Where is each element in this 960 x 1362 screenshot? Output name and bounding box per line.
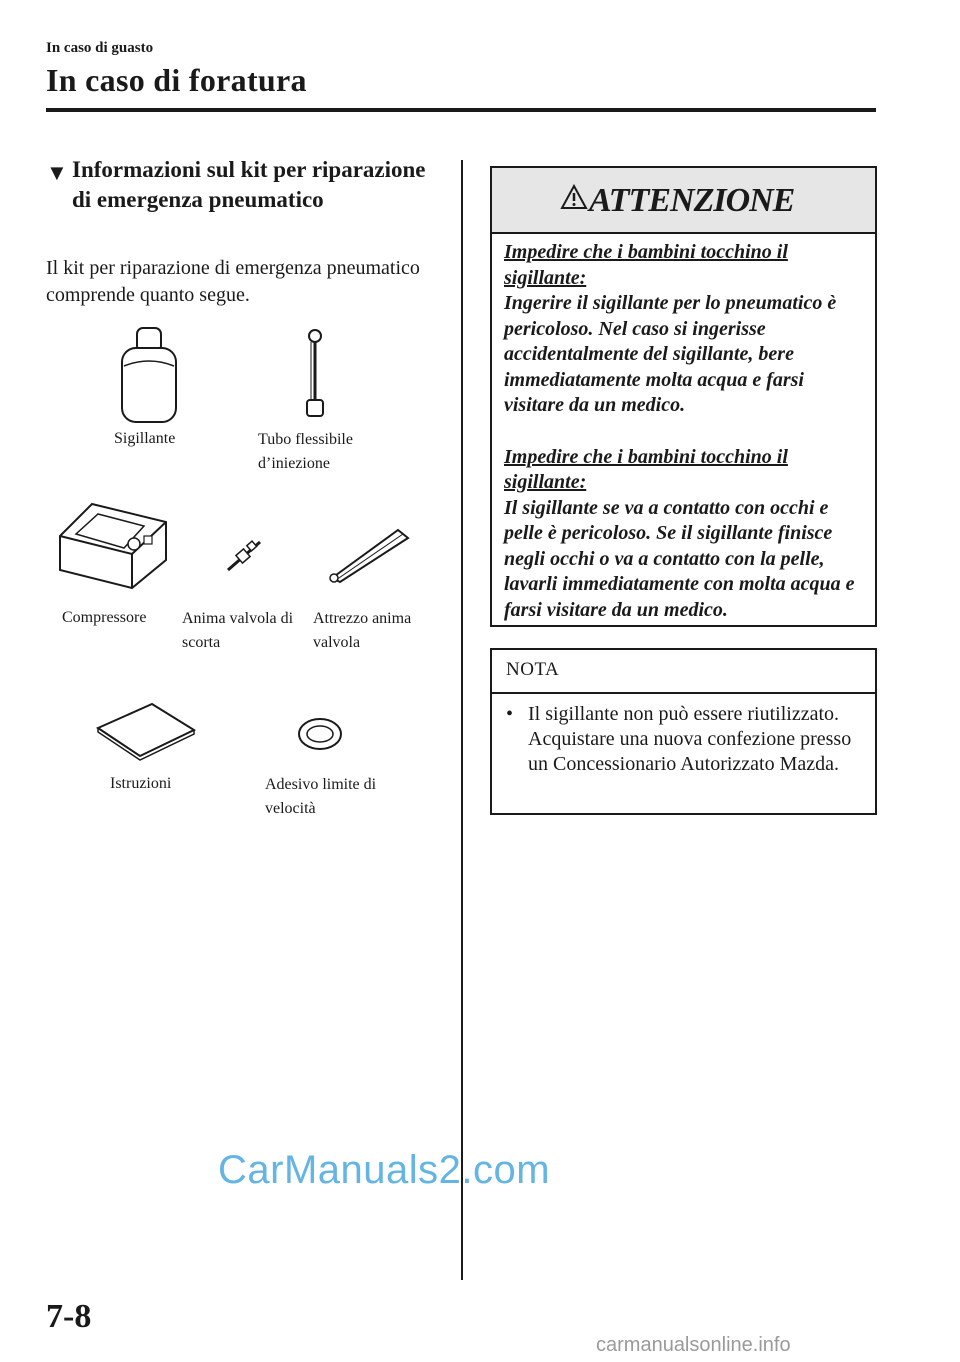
chapter-title: In caso di guasto [46, 40, 154, 56]
instructions-booklet-illustration [94, 700, 198, 760]
page-number: 7-8 [46, 1298, 92, 1335]
note-item [506, 702, 868, 777]
note-box [490, 648, 877, 815]
spare-valve-core-illustration [224, 538, 264, 574]
warning-box [490, 166, 877, 627]
speed-limit-sticker-illustration [296, 716, 344, 752]
figure-label-compressor: Compressore [62, 609, 147, 626]
footer-site-watermark: carmanualsonline.info [596, 1334, 791, 1356]
warning-block-heading: Impedire che i bambini tocchino il sigillante: [504, 241, 788, 289]
triangle-marker-icon: ▼ [46, 160, 68, 185]
figure-label-speed-sticker: Adesivo limite di velocità [265, 776, 377, 817]
warning-header [492, 168, 875, 234]
figure-label-valve-core-tool: Attrezzo anima valvola [313, 610, 412, 651]
section-heading-text: Informazioni sul kit per riparazione di emergenza pneumatico [72, 157, 426, 212]
section-heading [46, 155, 446, 215]
figure-label-injection-hose: Tubo flessibile d’iniezione [258, 431, 353, 472]
warning-title: ATTENZIONE [589, 182, 795, 219]
intro-paragraph: Il kit per riparazione di emergenza pneumatico comprende quanto segue. [46, 257, 420, 306]
column-divider [461, 160, 463, 1280]
valve-core-tool-illustration [322, 520, 414, 584]
injection-hose-illustration [300, 328, 330, 420]
figure-label-instructions: Istruzioni [110, 775, 172, 792]
compressor-illustration [52, 496, 174, 592]
warning-block-text: Il sigillante se va a contatto con occhi e pelle è pericoloso. Se il sigillante finisce negli occhi o va a contatto con la pelle, lavarli immediatamente con molta acqua e farsi visitare da un medico. [504, 496, 855, 621]
note-item-text: Il sigillante non può essere riutilizzato. Acquistare una nuova confezione presso un Concessionario Autorizzato Mazda. [528, 703, 852, 775]
bullet-icon: • [506, 703, 514, 725]
page-title: In caso di foratura [46, 62, 307, 98]
watermark: CarManuals2.com [218, 1148, 551, 1192]
figure-label-spare-valve-core: Anima valvola di scorta [182, 610, 294, 651]
sealant-bottle-illustration [114, 326, 184, 426]
warning-triangle-icon [560, 184, 588, 210]
warning-body [504, 240, 866, 623]
note-title: NOTA [506, 659, 560, 680]
title-rule [46, 108, 876, 112]
warning-block-heading: Impedire che i bambini tocchino il sigillante: [504, 445, 788, 493]
note-header [492, 650, 875, 694]
figure-label-sealant: Sigillante [114, 430, 176, 447]
warning-block-text: Ingerire il sigillante per lo pneumatico è pericoloso. Nel caso si ingerisse accidentalmente del sigillante, bere immediatamente molta acqua e farsi visitare da un medico. [504, 292, 837, 416]
